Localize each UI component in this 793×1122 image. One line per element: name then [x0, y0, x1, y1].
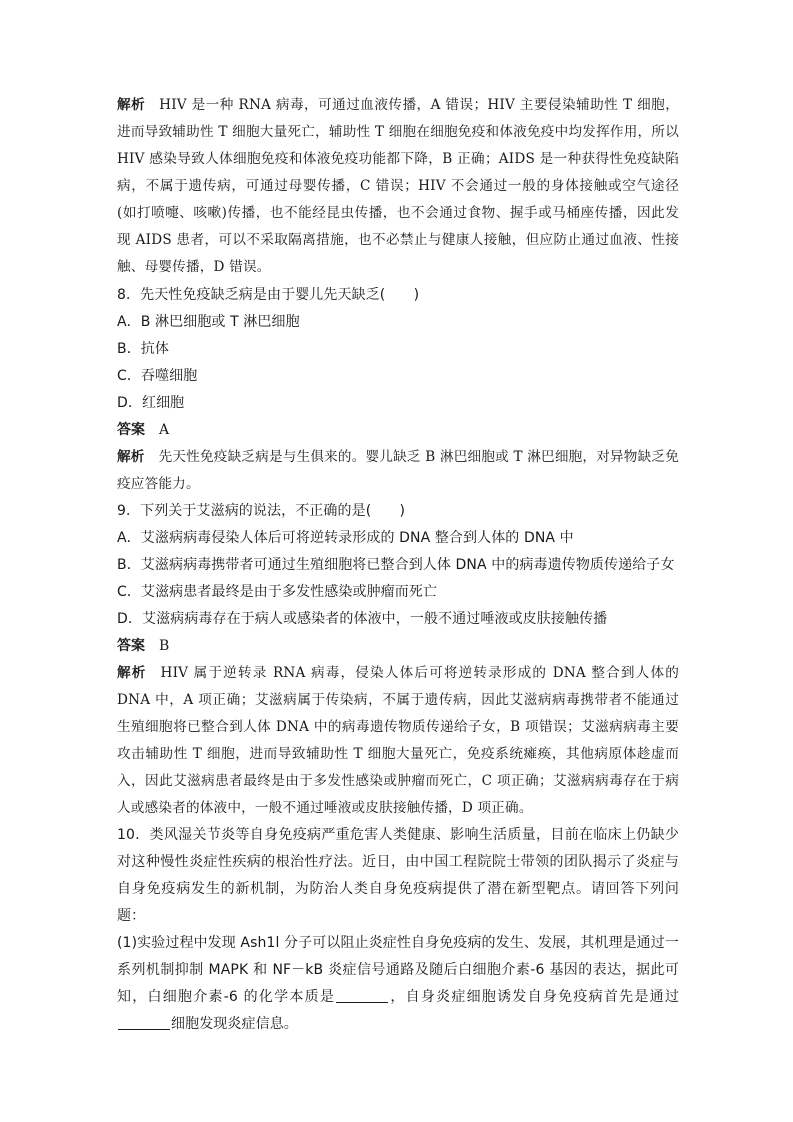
question-9-analysis-text: HIV 属于逆转录 RNA 病毒，侵染人体后可将逆转录形成的 DNA 整合到人体的 DNA 中，A 项正确；艾滋病属于传染病，不属于遗传病，因此艾滋病病毒携带者不能通过生殖细胞将已整合到人体 DNA 中的病毒遗传物质传递给子女，B 项错误；艾滋病病毒主要攻击辅助性 T 细胞，进而导致辅助性 T 细胞大量死亡，免疫系统瘫痪，其他病原体趁虚而入，因此艾滋病患者最终是由于多发性感染或肿瘤而死亡，C 项正确；艾滋病病毒存在于病人或感染者的体液中，一般不通过唾液或皮肤接触传播，D 项正确。 — [117, 665, 679, 816]
question-9-analysis — [117, 660, 679, 822]
question-9-answer-value: B — [159, 638, 170, 654]
analysis-prev — [117, 92, 679, 281]
question-8-analysis — [117, 444, 679, 498]
question-8-option-d: D．红细胞 — [117, 395, 185, 411]
question-8-answer-value: A — [159, 422, 170, 438]
analysis-prev-text: HIV 是一种 RNA 病毒，可通过血液传播，A 错误；HIV 主要侵染辅助性 T 细胞，进而导致辅助性 T 细胞大量死亡，辅助性 T 细胞在细胞免疫和体液免疫中均发挥作用，所以 HIV 感染导致人体细胞免疫和体液免疫功能都下降，B 正确；AIDS 是一种获得性免疫缺陷病，不属于遗传病，可通过母婴传播，C 错误；HIV 不会通过一般的身体接触或空气途径(如打喷嚏、咳嗽)传播，也不能经昆虫传播，也不会通过食物、握手或马桶座传播，因此发现 AIDS 患者，可以不采取隔离措施，也不必禁止与健康人接触，但应防止通过血液、性接触、母婴传播，D 错误。 — [117, 97, 679, 275]
question-8-stem: 8．先天性免疫缺乏病是由于婴儿先天缺乏( ) — [117, 287, 420, 303]
question-9-option-c: C．艾滋病患者最终是由于多发性感染或肿瘤而死亡 — [117, 584, 438, 600]
question-10-sub-1-part-1: (1)实验过程中发现 Ash1l 分子可以阻止炎症性自身免疫病的发生、发展，其机理是通过一系列机制抑制 MAPK 和 NF－kB 炎症信号通路及随后白细胞介素-6 基因的表达，据此可知，白细胞介素-6 的化学本质是 — [117, 935, 679, 1005]
document-page — [117, 92, 679, 1038]
answer-label: 答案 — [117, 638, 145, 654]
question-10-sub-1 — [117, 930, 679, 1038]
question-9-stem: 9．下列关于艾滋病的说法，不正确的是( ) — [117, 503, 406, 519]
question-8-option-a: A．B 淋巴细胞或 T 淋巴细胞 — [117, 314, 300, 330]
answer-label: 答案 — [117, 422, 145, 438]
answer-blank-1 — [336, 988, 388, 1003]
question-9-option-b: B．艾滋病病毒携带者可通过生殖细胞将已整合到人体 DNA 中的病毒遗传物质传递给子女 — [117, 557, 675, 573]
question-8-option-b: B．抗体 — [117, 341, 170, 357]
question-8-answer — [117, 417, 679, 444]
question-8-option-c: C．吞噬细胞 — [117, 368, 198, 384]
analysis-label: 解析 — [117, 97, 146, 113]
question-9-answer — [117, 633, 679, 660]
analysis-label: 解析 — [117, 665, 147, 681]
question-10-sub-1-part-3: 细胞发现炎症信息。 — [171, 1016, 298, 1032]
question-9-option-d: D．艾滋病病毒存在于病人或感染者的体液中，一般不通过唾液或皮肤接触传播 — [117, 611, 608, 627]
question-9-option-a: A．艾滋病病毒侵染人体后可将逆转录形成的 DNA 整合到人体的 DNA 中 — [117, 530, 574, 546]
question-10-stem: 10．类风湿关节炎等自身免疫病严重危害人类健康、影响生活质量，目前在临床上仍缺少对这种慢性炎症性疾病的根治性疗法。近日，由中国工程院院士带领的团队揭示了炎症与自身免疫病发生的新机制，为防治人类自身免疫病提供了潜在新型靶点。请回答下列问题： — [117, 827, 679, 924]
answer-blank-2 — [118, 1015, 170, 1030]
analysis-label: 解析 — [117, 449, 145, 465]
question-10-sub-1-part-2: ，自身炎症细胞诱发自身免疫病首先是通过 — [389, 989, 679, 1005]
question-8-analysis-text: 先天性免疫缺乏病是与生俱来的。婴儿缺乏 B 淋巴细胞或 T 淋巴细胞，对异物缺乏免疫应答能力。 — [117, 449, 679, 492]
